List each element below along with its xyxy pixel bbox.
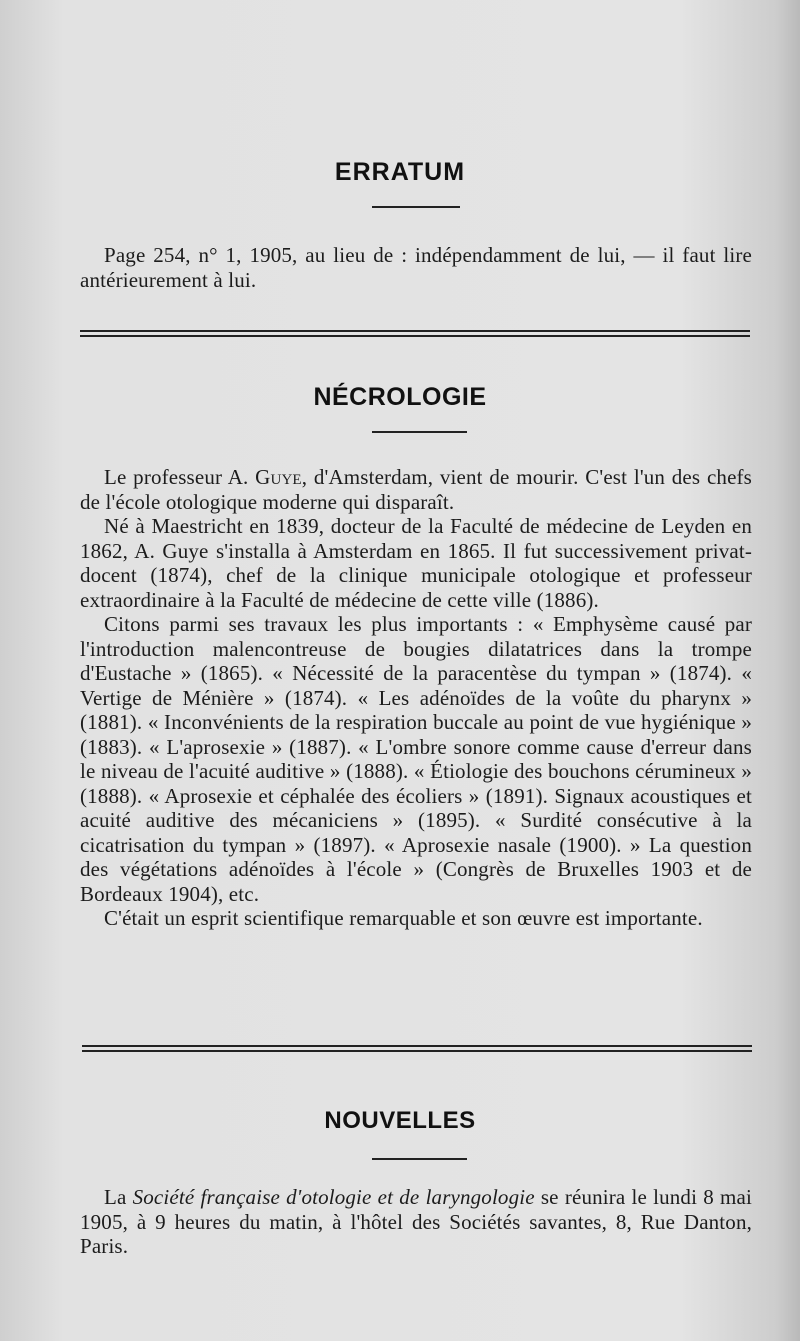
necrologie-paragraph-3: Citons parmi ses travaux les plus importants : « Emphysème causé par l'introduction malencontreuse de bougies dilatatrices dans la trompe d'Eustache » (1865). « Nécessité de la paracentèse du tympan » (1874). « Vertige de Ménière » (1874). « Les adénoïdes de la voûte du pharynx » (1881). « Inconvénients de la respiration buccale au point de vue hygiénique » (1883). « L'aprosexie » (1887). « L'ombre sonore comme cause d'erreur dans le niveau de l'acuité auditive » (1888). « Étiologie des bouchons cérumineux » (1888). « Aprosexie et céphalée des écoliers » (1891). Signaux acoustiques et acuité auditive des mécaniciens » (1895). « Surdité consécutive à la cicatrisation du tympan » (1897). « Aprosexie nasale (1900). » La question des végétations adénoïdes à l'école » (Congrès de Bruxelles 1903 et de Bordeaux 1904), etc. [80,612,752,906]
nouvelles-title-rule [372,1158,467,1160]
nouvelles-paragraph: La Société française d'otologie et de laryngologie se réunira le lundi 8 mai 1905, à 9 heures du matin, à l'hôtel des Sociétés savantes, 8, Rue Danton, Paris. [80,1185,752,1258]
necrologie-text-block [80,465,752,931]
section-divider [82,1045,752,1047]
person-name: Guye [255,465,302,489]
necrologie-paragraph-1: Le professeur A. Guye, d'Amsterdam, vient de mourir. C'est l'un des chefs de l'école otologique moderne qui disparaît. [80,465,753,514]
necrologie-heading: NÉCROLOGIE [313,383,487,411]
section-divider [80,330,750,332]
society-name: Société française d'otologie et de laryngologie [132,1185,535,1209]
necrologie-title-rule [372,431,467,433]
nouvelles-text-block [80,1185,752,1259]
erratum-heading: ERRATUM [334,158,466,186]
necrologie-paragraph-2: Né à Maestricht en 1839, docteur de la Faculté de médecine de Leyden en 1862, A. Guye s'installa à Amsterdam en 1865. Il fut successivement privat-docent (1874), chef de la clinique municipale otologique et professeur extraordinaire à la Faculté de médecine de cette ville (1886). [80,514,752,612]
erratum-paragraph: Page 254, n° 1, 1905, au lieu de : indépendamment de lui, — il faut lire antérieurement à lui. [80,243,752,292]
erratum-text-block [80,243,752,292]
nouvelles-heading: NOUVELLES [324,1107,476,1134]
necrologie-paragraph-4: C'était un esprit scientifique remarquable et son œuvre est importante. [104,906,703,930]
erratum-title-rule [372,206,460,208]
